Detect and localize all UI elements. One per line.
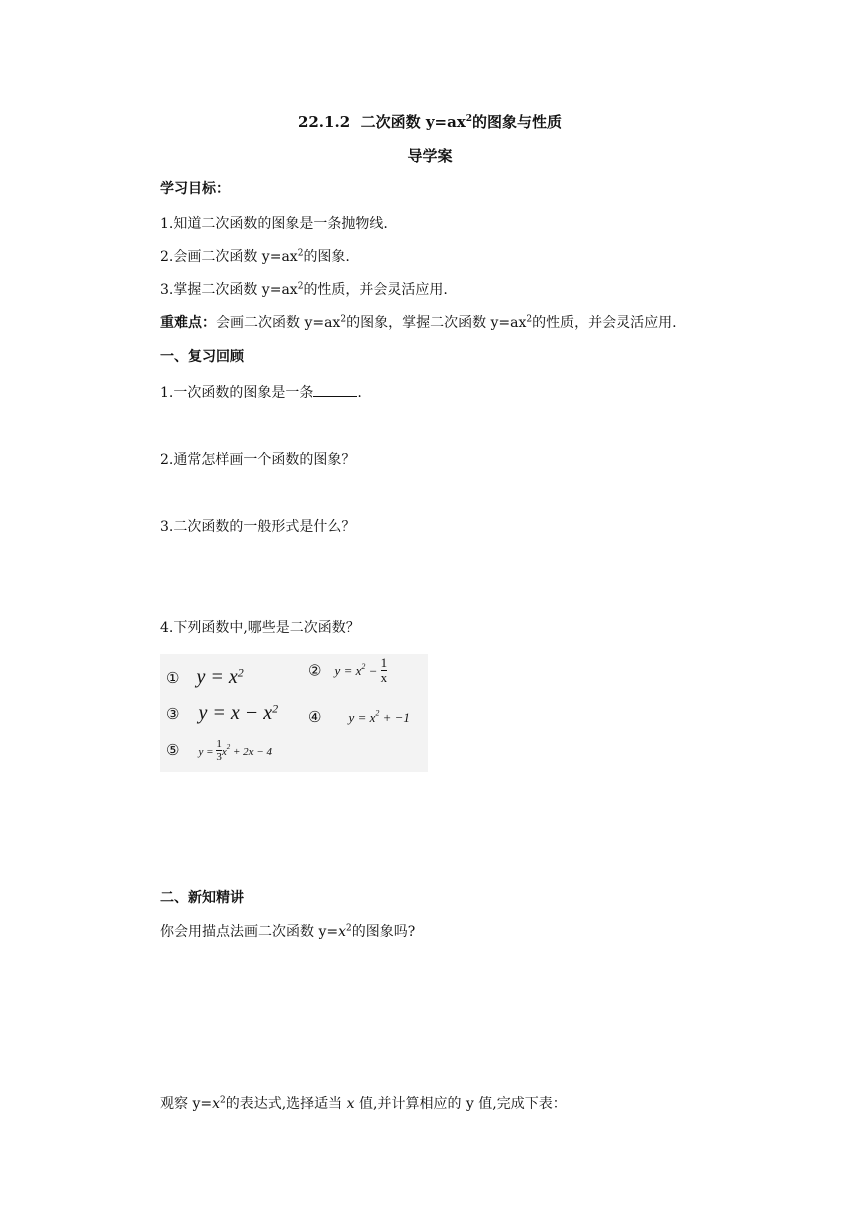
function-option-1: ① $y = x^2$ xyxy=(166,665,244,688)
objective-item: 3.掌握二次函数 $y=ax^2$的性质，并会灵活应用. xyxy=(160,281,448,298)
document-subtitle: 导学案 xyxy=(407,147,453,165)
objective-item: 2.会画二次函数 $y=ax^2$的图象. xyxy=(160,248,350,265)
new-knowledge-question: 你会用描点法画二次函数 $y=x^2$的图象吗? xyxy=(160,923,416,940)
key-points-label: 重难点： xyxy=(160,315,216,331)
review-question-4: 4.下列函数中,哪些是二次函数？ xyxy=(160,620,360,636)
function-option-3: ③ $y = x - x^2$ xyxy=(166,701,279,724)
answer-blank[interactable] xyxy=(313,382,357,397)
function-option-5: ⑤ y = $\frac{1}{3}$ $x^2 + 2x - 4$ xyxy=(166,738,272,764)
key-points: 重难点：会画二次函数 $y=ax^2$的图象，掌握二次函数 $y=ax^2$的性质，并会灵活应用. xyxy=(160,314,677,331)
review-question-3: 3.二次函数的一般形式是什么？ xyxy=(160,519,356,535)
new-knowledge-heading: 二、新知精讲 xyxy=(160,890,244,906)
objectives-heading: 学习目标： xyxy=(160,181,230,197)
title-suffix: 的图象与性质 xyxy=(472,113,563,131)
title-text: 二次函数 y=ax xyxy=(360,113,466,131)
title-superscript: 2 xyxy=(465,114,473,124)
function-option-2: ② $y = x^2$ − $\frac{1}{x}$ xyxy=(308,655,388,686)
title-number: 22.1.2 xyxy=(297,113,351,131)
review-question-2: 2.通常怎样画一个函数的图象？ xyxy=(160,452,356,468)
review-heading: 一、复习回顾 xyxy=(160,349,244,365)
document-title xyxy=(0,111,860,133)
function-option-4: ④ $y = x^2 + -1$ xyxy=(308,708,410,726)
observation-instruction: 观察 $y=x^2$的表达式,选择适当 x 值,并计算相应的 y 值,完成下表： xyxy=(160,1095,567,1112)
function-options-image xyxy=(160,654,428,772)
objective-item: 1.知道二次函数的图象是一条抛物线. xyxy=(160,216,388,232)
review-question-1: 1.一次函数的图象是一条 . xyxy=(160,382,362,403)
